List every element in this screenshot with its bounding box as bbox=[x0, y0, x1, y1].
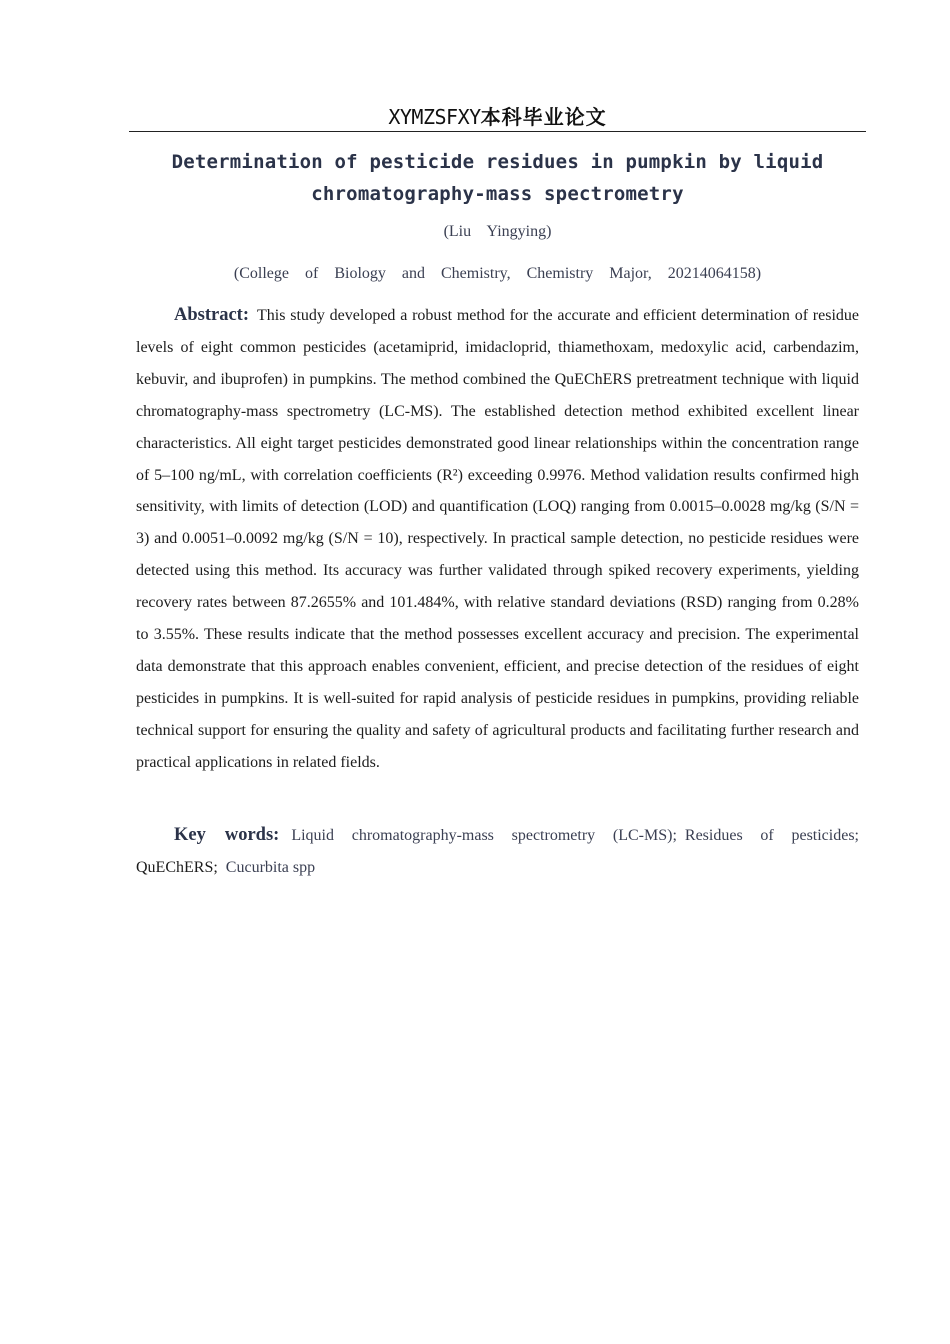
keyword-item: QuEChERS; bbox=[136, 858, 218, 876]
abstract-paragraph bbox=[136, 300, 859, 779]
keyword-item: Liquid chromatography-mass spectrometry (LC-MS); bbox=[291, 827, 677, 844]
running-header-cn: 本科毕业论文 bbox=[480, 105, 607, 129]
paper-title: Determination of pesticide residues in pumpkin by liquid chromatography-mass spectrometry bbox=[171, 151, 824, 205]
keyword-item: Cucurbita spp bbox=[225, 858, 316, 876]
abstract-text: This study developed a robust method for the accurate and efficient determination of residue levels of eight common pesticides (acetamiprid, imidacloprid, thiamethoxam, medoxylic acid, carbendazim, kebuvir, and ibuprofen) in pumpkins. The method combined the QuEChERS pretreatment technique with liquid chromatography-mass spectrometry (LC-MS). The established detection method exhibited excellent linear characteristics. All eight target pesticides demonstrated good linear relationships within the concentration range of 5–100 ng/mL, with correlation coefficients (R²) exceeding 0.9976. Method validation results confirmed high sensitivity, with limits of detection (LOD) and quantification (LOQ) ranging from 0.0015–0.0028 mg/kg (S/N = 3) and 0.0051–0.0092 mg/kg (S/N = 10), respectively. In practical sample detection, no pesticide residues were detected using this method. Its accuracy was further validated through spiked recovery experiments, yielding recovery rates between 87.2655% and 101.484%, with relative standard deviations (RSD) ranging from 0.28% to 3.55%. These results indicate that the method possesses excellent accuracy and precision. The experimental data demonstrate that this approach enables convenient, efficient, and precise detection of the residues of eight pesticides in pumpkins. It is well-suited for rapid analysis of pesticide residues in pumpkins, providing reliable technical support for ensuring the quality and safety of agricultural products and facilitating further research and practical applications in related fields. bbox=[136, 307, 859, 771]
running-header bbox=[129, 104, 866, 130]
header-rule bbox=[129, 131, 866, 132]
abstract-label: Abstract: bbox=[174, 305, 250, 325]
keywords-label: Key words: bbox=[174, 825, 280, 845]
affiliation-line: (College of Biology and Chemistry, Chemistry Major, 20214064158) bbox=[233, 265, 762, 282]
keywords-paragraph bbox=[136, 820, 859, 883]
keyword-item: Residues of pesticides; bbox=[684, 827, 859, 844]
running-header-latin: XYMZSFXY bbox=[388, 105, 481, 129]
author-line: (Liu Yingying) bbox=[443, 223, 552, 240]
